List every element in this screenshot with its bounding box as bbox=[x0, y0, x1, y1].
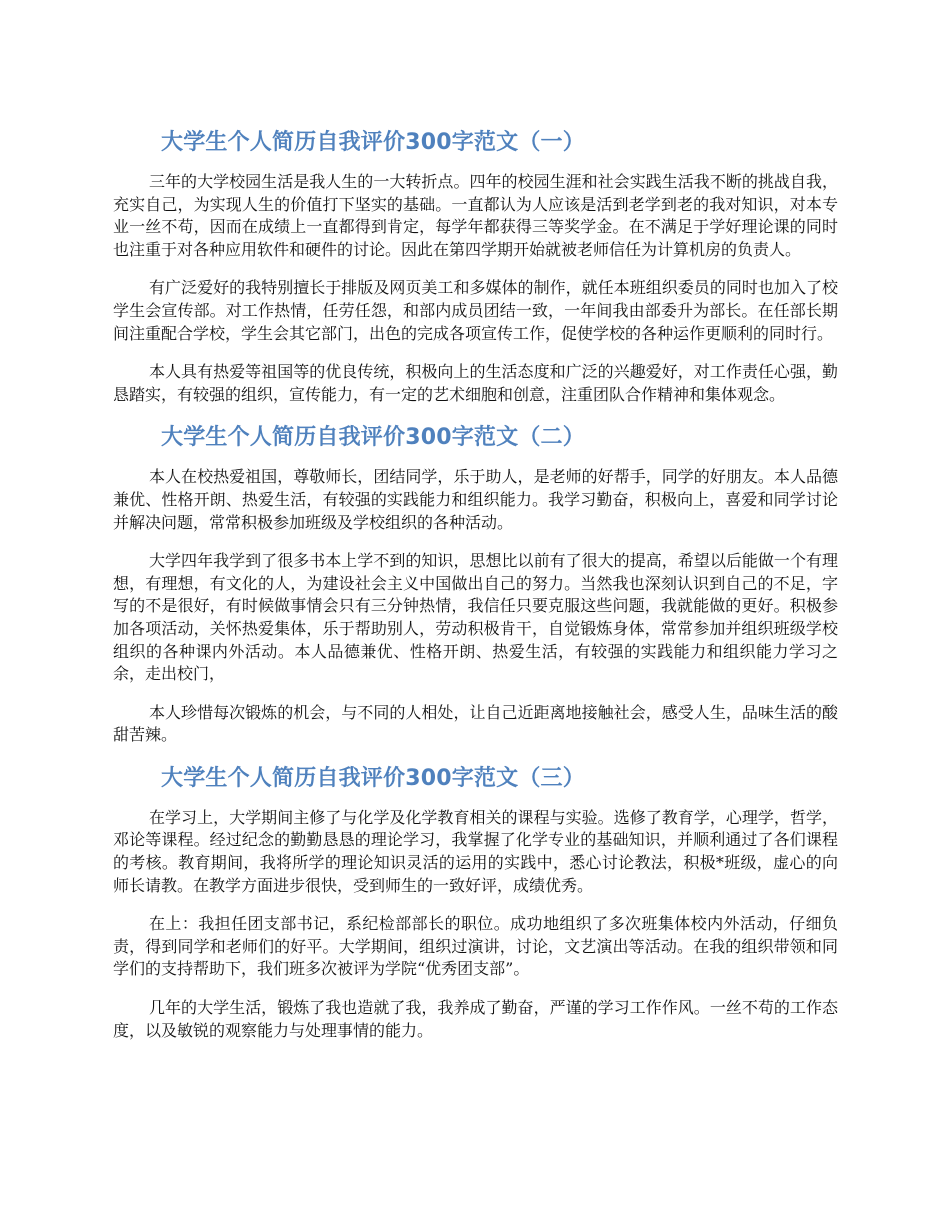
paragraph: 大学四年我学到了很多书本上学不到的知识，思想比以前有了很大的提高，希望以后能做一个有理想，有理想，有文化的人，为建设社会主义中国做出自己的努力。当然我也深刻认识到自己的不足，字写的不是很好，有时候做事情会只有三分钟热情，我信任只要克服这些问题，我就能做的更好。积极参加各项活动，关怀热爱集体，乐于帮助别人，劳动积极肯干，自觉锻炼身体，常常参加并组织班级学校组织的各种课内外活动。本人品德兼优、性格开朗、热爱生活，有较强的实践能力和组织能力学习之余，走出校门， bbox=[113, 551, 838, 684]
section-title: 大学生个人简历自我评价300字范文（一） bbox=[161, 130, 585, 155]
paragraph: 本人珍惜每次锻炼的机会，与不同的人相处，让自己近距离地接触社会，感受人生，品味生活的酸甜苦辣。 bbox=[113, 702, 838, 745]
paragraph: 几年的大学生活，锻炼了我也造就了我，我养成了勤奋，严谨的学习工作作风。一丝不苟的工作态度，以及敏锐的观察能力与处理事情的能力。 bbox=[113, 998, 838, 1040]
section-3 bbox=[113, 763, 838, 1042]
paragraph: 本人具有热爱等祖国等的优良传统，积极向上的生活态度和广泛的兴趣爱好，对工作责任心强，勤恳踏实，有较强的组织，宣传能力，有一定的艺术细胞和创意，注重团队合作精神和集体观念。 bbox=[113, 362, 838, 404]
paragraph: 三年的大学校园生活是我人生的一大转折点。四年的校园生涯和社会实践生活我不断的挑战自我，充实自己，为实现人生的价值打下坚实的基础。一直都认为人应该是活到老学到老的我对知识，对本专业一丝不苟，因而在成绩上一直都得到肯定，每学年都获得三等奖学金。在不满足于学好理论课的同时也注重于对各种应用软件和硬件的讨论。因此在第四学期开始就被老师信任为计算机房的负责人。 bbox=[113, 172, 838, 259]
paragraph: 在上：我担任团支部书记，系纪检部部长的职位。成功地组织了多次班集体校内外活动，仔细负责，得到同学和老师们的好平。大学期间，组织过演讲，讨论，文艺演出等活动。在我的组织带领和同学们的支持帮助下，我们班多次被评为学院“优秀团支部”。 bbox=[113, 914, 838, 979]
section-title: 大学生个人简历自我评价300字范文（二） bbox=[161, 425, 585, 451]
paragraph: 在学习上，大学期间主修了与化学及化学教育相关的课程与实验。选修了教育学，心理学，哲学，邓论等课程。经过纪念的勤勤恳恳的理论学习，我掌握了化学专业的基础知识，并顺利通过了各们课程的考核。教育期间，我将所学的理论知识灵活的运用的实践中，悉心讨论教法，积极*班级，虚心的向师长请教。在教学方面进步很快，受到师生的一致好评，成绩优秀。 bbox=[113, 807, 838, 895]
section-2 bbox=[113, 422, 838, 747]
paragraph: 本人在校热爱祖国，尊敬师长，团结同学，乐于助人，是老师的好帮手，同学的好朋友。本人品德兼优、性格开朗、热爱生活，有较强的实践能力和组织能力。我学习勤奋，积极向上，喜爱和同学讨论并解决问题，常常积极参加班级及学校组织的各种活动。 bbox=[113, 467, 838, 532]
section-title: 大学生个人简历自我评价300字范文（三） bbox=[161, 765, 585, 791]
section-1 bbox=[113, 127, 838, 406]
paragraph: 有广泛爱好的我特别擅长于排版及网页美工和多媒体的制作，就任本班组织委员的同时也加入了校学生会宣传部。对工作热情，任劳任怨，和部内成员团结一致，一年间我由部委升为部长。在任部长期间注重配合学校，学生会其它部门，出色的完成各项宣传工作，促使学校的各种运作更顺利的同时行。 bbox=[113, 278, 838, 343]
document-page bbox=[113, 127, 838, 1058]
